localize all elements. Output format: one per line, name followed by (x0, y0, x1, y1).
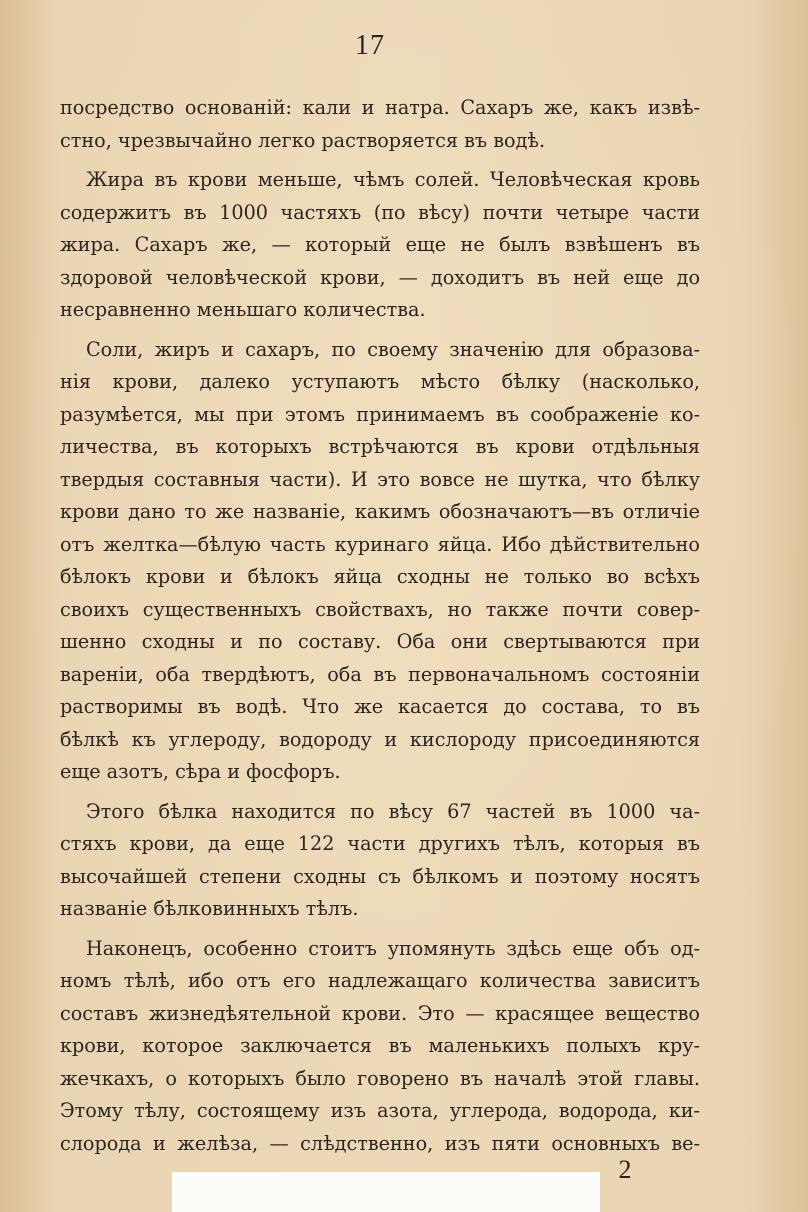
text-line: здоровой человѣческой крови, — доходитъ въ ней еще до (60, 265, 700, 289)
text-line: нія крови, далеко уступаютъ мѣсто бѣлку (насколько, (60, 370, 700, 393)
text-line: Соли, жиръ и сахаръ, по своему значенію для образова- (86, 337, 700, 361)
text-line: жечкахъ, о которыхъ было говорено въ началѣ этой главы. (60, 1066, 700, 1090)
text-line: названіе бѣлковинныхъ тѣлъ. (60, 897, 359, 920)
text-line: Жира въ крови меньше, чѣмъ солей. Человѣческая кровь (86, 168, 700, 191)
text-line: бѣлокъ крови и бѣлокъ яйца сходны не только во всѣхъ (60, 565, 700, 588)
text-line: крови дано то же названіе, какимъ обозначаютъ—въ отличіе (60, 500, 700, 523)
text-line: составъ жизнедѣятельной крови. Это — красящее вещество (60, 1001, 700, 1025)
text-line: вареніи, оба твердѣютъ, оба въ первоначальномъ состояніи (60, 662, 700, 686)
text-line: отъ желтка—бѣлую часть куринаго яйца. Ибо дѣйствительно (60, 532, 700, 556)
text-line: разумѣется, мы при этомъ принимаемъ въ соображеніе ко- (60, 402, 700, 426)
body-text (60, 92, 700, 1160)
text-line: шенно сходны и по составу. Оба они свертываются при (60, 630, 700, 653)
text-line: слорода и желѣза, — слѣдственно, изъ пяти основныхъ ве- (60, 1131, 700, 1155)
text-line: высочайшей степени сходны съ бѣлкомъ и поэтому носятъ (60, 864, 700, 888)
text-line: Наконецъ, особенно стоитъ упомянуть здѣсь еще объ од- (86, 936, 700, 960)
page-number: 17 (355, 30, 385, 61)
text-line: крови, которое заключается въ маленькихъ полыхъ кру- (60, 1034, 700, 1057)
signature-mark: 2 (618, 1155, 632, 1184)
text-line: растворимы въ водѣ. Что же касается до состава, то въ (60, 695, 700, 718)
text-line: личества, въ которыхъ встрѣчаются въ крови отдѣльныя (60, 435, 700, 458)
paragraph-gap (60, 789, 700, 796)
text-line: Этому тѣлу, состоящему изъ азота, углерода, водорода, ки- (60, 1099, 700, 1122)
text-line: еще азотъ, сѣра и фосфоръ. (60, 760, 341, 783)
text-line: стно, чрезвычайно легко растворяется въ водѣ. (60, 128, 546, 152)
text-line: посредство основаній: кали и натра. Сахаръ же, какъ извѣ- (60, 96, 700, 119)
text-line: твердыя составныя части). И это вовсе не шутка, что бѣлку (60, 467, 700, 491)
paragraph-gap (60, 157, 700, 164)
text-line: бѣлкѣ къ углероду, водороду и кислороду присоединяются (60, 727, 700, 751)
text-line: жира. Сахаръ же, — который еще не былъ взвѣшенъ въ (60, 233, 700, 256)
text-line: стяхъ крови, да еще 122 части другихъ тѣлъ, которыя въ (60, 832, 700, 855)
text-line: Этого бѣлка находится по вѣсу 67 частей въ 1000 ча- (86, 799, 700, 823)
paragraph-gap (60, 926, 700, 933)
text-line: несравненно меньшаго количества. (60, 298, 426, 321)
text-line: своихъ существенныхъ свойствахъ, но также почти совер- (60, 597, 700, 621)
paragraph-gap (60, 327, 700, 334)
library-label (172, 1172, 600, 1212)
text-line: номъ тѣлѣ, ибо отъ его надлежащаго количества зависитъ (60, 969, 700, 992)
text-line: содержитъ въ 1000 частяхъ (по вѣсу) почти четыре части (60, 200, 700, 224)
